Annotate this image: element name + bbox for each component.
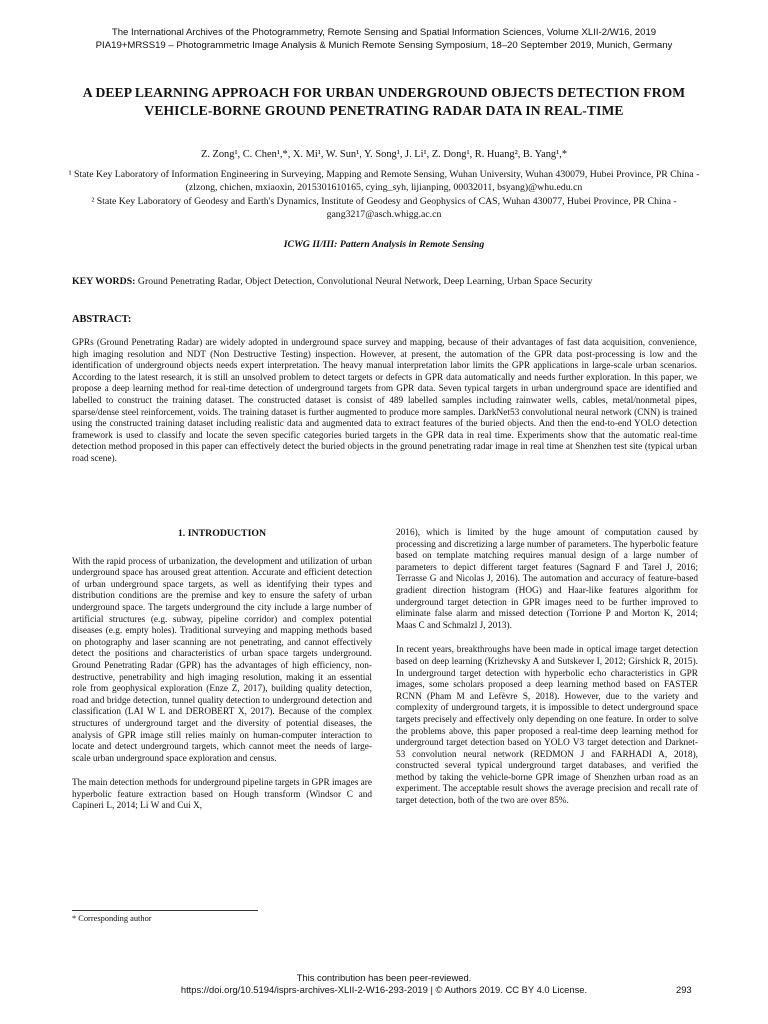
affiliation-1: ¹ State Key Laboratory of Information Engineering in Surveying, Mapping and Remote Sensing, Wuhan University, Wuhan 430079, Hubei Province, PR China - (zlzong, chichen, mxiaoxin, 2015301610165, cying_syh, lijianping, 00032011, bsyang)@whu.edu.cn	[68, 169, 700, 194]
page-number: 293	[676, 984, 692, 995]
header-line-1: The International Archives of the Photogrammetry, Remote Sensing and Spatial Information Sciences, Volume XLII-2/W16, 2019	[111, 27, 657, 38]
intro-paragraph-1: With the rapid process of urbanization, the development and utilization of urban underground space has aroused great attention. Accurate and efficient detection of urban underground space targets, as well as identifying their types and distribution conditions are the premise and key to ensure the safety of urban underground space. The targets underground the city include a large number of artificial structures (e.g. subway, pipeline corridor) and complex potential diseases (e.g. empty holes). Traditional surveying and mapping methods based on photography and laser scanning are not penetrating, and cannot effectively detect the positions and characteristics of urban space targets underground. Ground Penetrating Radar (GPR) has the advantages of high efficiency, non-destructive, penetrability and high imaging resolution, making it an essential role from geophysical exploration (Enze Z, 2017), building quality detection, road and bridge detection, tunnel quality detection to underground detection and classification (LAI W L and DEROBERT X, 2017). Because of the complex structures of underground target and the diversity of potential diseases, the analysis of GPR image still relies mainly on human-computer interaction to locate and detect underground targets, which cannot meet the needs of large-scale urban underground space exploration and census.	[72, 556, 372, 764]
header-line-2: PIA19+MRSS19 – Photogrammetric Image Analysis & Munich Remote Sensing Symposium, 18–20 September 2019, Munich, Germany	[95, 40, 673, 51]
affiliations	[60, 168, 708, 222]
abstract-text: GPRs (Ground Penetrating Radar) are widely adopted in underground space survey and mapping, because of their advantages of fast data acquisition, convenience, high imaging resolution and NDT (Non Destructive Testing) inspection. However, at present, the automation of the GPR data post-processing is low and the identification of underground objects needs expert interpretation. The heavy manual interpretation labor limits the GPR applications in large-scale urban scenarios. According to the latest research, it is still an unsolved problem to detect targets or defects in GPR data automatically and needs further exploration. In this paper, we propose a deep learning method for real-time detection of underground targets from GPR data. Seven typical targets in urban underground space are identified and labelled to construct the training dataset. The constructed dataset is consist of 489 labelled samples including rainwater wells, cables, metal/nonmetal pipes, sparse/dense steel reinforcement, voids. The training dataset is further augmented to produce more samples. DarkNet53 convolutional neural network (CNN) is trained using the constructed training dataset including realistic data and augmented data to extract features of the buried objects. And then the end-to-end YOLO detection framework is used to classify and locate the seven specific categories buried targets in the GPR data in real time. Experiments show that the automatic real-time detection method proposed in this paper can effectively detect the buried objects in the ground penetrating radar image in real time at Shenzhen test site (typical urban road scene).	[72, 338, 697, 464]
intro-paragraph-4: In recent years, breakthroughs have been made in optical image target detection based on deep learning (Krizhevsky A and Sutskever I, 2012; Girshick R, 2015). In underground target detection with hyperbolic echo characteristics in GPR images, some scholars proposed a deep learning method based on FASTER RCNN (Pham M and Lefèvre S, 2018). However, due to the variety and complexity of underground targets, it is impossible to detect underground space targets precisely and effectively only depending on one feature. In order to solve the problems above, this paper proposed a real-time deep learning method for underground target detection based on YOLO V3 target detection and Darknet-53 convolution neural network (REDMON J and FARHADI A, 2018), constructed several typical underground target databases, and verified the method by taking the vehicle-borne GPR image of Shenzhen urban road as an experiment. The acceptable result shows the average precision and recall rate of target detection, both of the two are over 85%.	[396, 645, 698, 807]
peer-review-note: This contribution has been peer-reviewed.	[296, 972, 472, 983]
running-header	[0, 26, 768, 52]
page-footer	[0, 972, 768, 996]
left-column	[72, 528, 372, 813]
right-column	[396, 528, 698, 808]
keywords	[72, 275, 702, 288]
paper-title: A DEEP LEARNING APPROACH FOR URBAN UNDERGROUND OBJECTS DETECTION FROM VEHICLE-BORNE GROUND PENETRATING RADAR DATA IN REAL-TIME	[82, 85, 686, 118]
intro-paragraph-3: 2016), which is limited by the huge amount of computation caused by processing and discretizing a large number of parameters. The hyperbolic feature based on template matching requires manual design of a large number of parameters to depict different target features (Sagnard F and Tarel J, 2016; Terrasse G and Nicolas J, 2016). The automation and accuracy of feature-based gradient direction histogram (HOG) and Haar-like features algorithm for underground target detection in GPR images need to be further improved to eliminate false alarm and missed detection (Torrione P and Morton K, 2014; Maas C and Schmalzl J, 2013).	[396, 528, 698, 631]
icwg-line: ICWG II/III: Pattern Analysis in Remote Sensing	[283, 239, 485, 250]
affiliation-2: ² State Key Laboratory of Geodesy and Earth's Dynamics, Institute of Geodesy and Geophysics of CAS, Wuhan 430077, Hubei Province, PR China - gang3217@asch.whigg.ac.cn	[91, 195, 677, 221]
doi-link[interactable]: https://doi.org/10.5194/isprs-archives-XLII-2-W16-293-2019 | © Authors 2019. CC BY 4.0 License.	[180, 984, 588, 995]
keywords-text: Ground Penetrating Radar, Object Detection, Convolutional Neural Network, Deep Learning, Urban Space Security	[137, 276, 593, 287]
abstract-heading: ABSTRACT:	[72, 314, 132, 325]
introduction-heading: 1. INTRODUCTION	[177, 528, 267, 539]
footnote-divider	[72, 910, 258, 911]
intro-paragraph-2: The main detection methods for underground pipeline targets in GPR images are hyperbolic feature extraction based on Hough transform (Windsor C and Capineri L, 2014; Li W and Cui X,	[72, 778, 372, 812]
footnote: * Corresponding author	[72, 914, 152, 923]
keywords-label: KEY WORDS:	[72, 276, 136, 287]
author-list: Z. Zong¹, C. Chen¹,*, X. Mi¹, W. Sun¹, Y. Song¹, J. Li¹, Z. Dong¹, R. Huang², B. Yang¹,*	[200, 149, 568, 160]
